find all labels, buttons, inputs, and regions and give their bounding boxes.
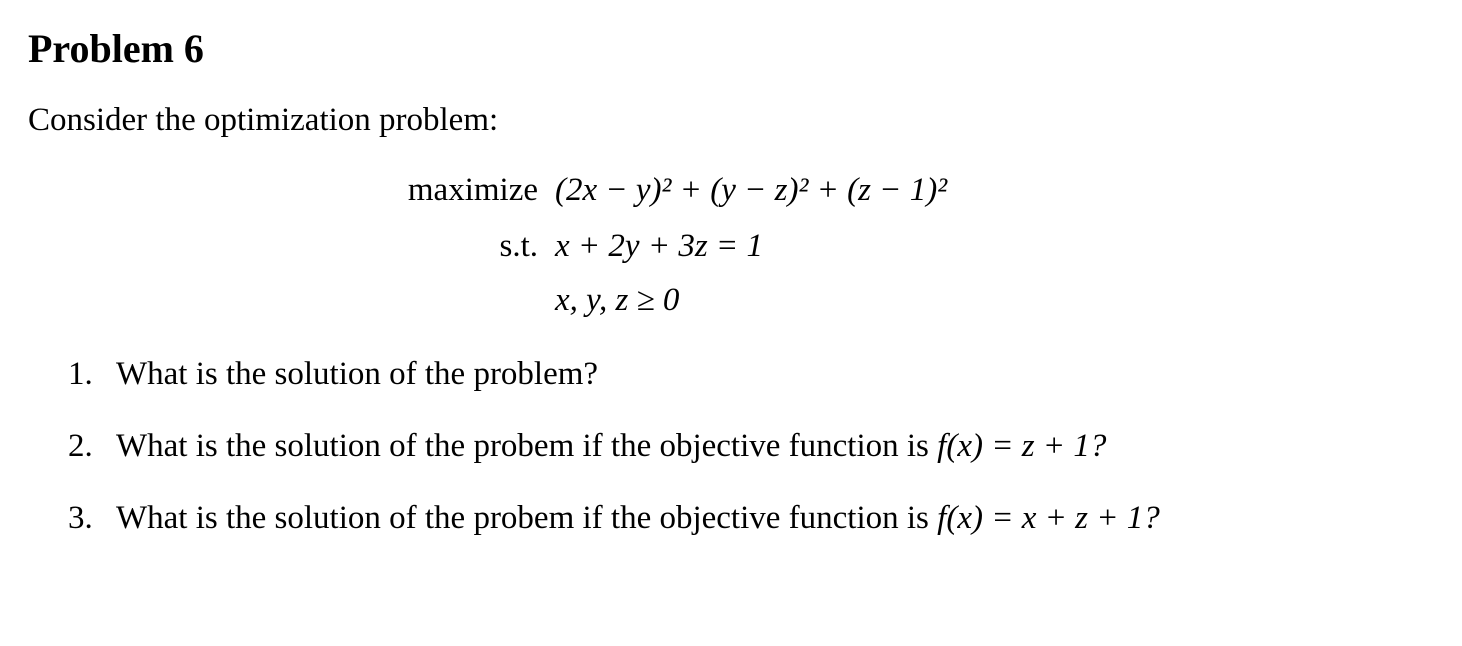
objective-expression: (2x − y)² + (y − z)² + (z − 1)²	[555, 172, 948, 208]
problem-intro: Consider the optimization problem:	[28, 102, 499, 138]
question-item	[68, 424, 1106, 468]
question-math: f(x) = z + 1?	[937, 428, 1107, 464]
question-number: 1.	[68, 356, 93, 392]
question-item	[68, 496, 1160, 540]
question-item	[68, 352, 598, 396]
constraint-expression-1: x + 2y + 3z = 1	[555, 228, 763, 264]
constraint-label: s.t.	[499, 228, 538, 264]
question-text: What is the solution of the probem if the objective function is	[116, 428, 929, 464]
question-number: 3.	[68, 500, 93, 536]
question-math: f(x) = x + z + 1?	[937, 500, 1160, 536]
question-text: What is the solution of the problem?	[116, 356, 599, 392]
question-text: What is the solution of the probem if the objective function is	[116, 500, 929, 536]
problem-title: Problem 6	[28, 26, 204, 71]
objective-label: maximize	[407, 172, 538, 208]
constraint-expression-2: x, y, z ≥ 0	[555, 282, 680, 318]
question-number: 2.	[68, 428, 93, 464]
